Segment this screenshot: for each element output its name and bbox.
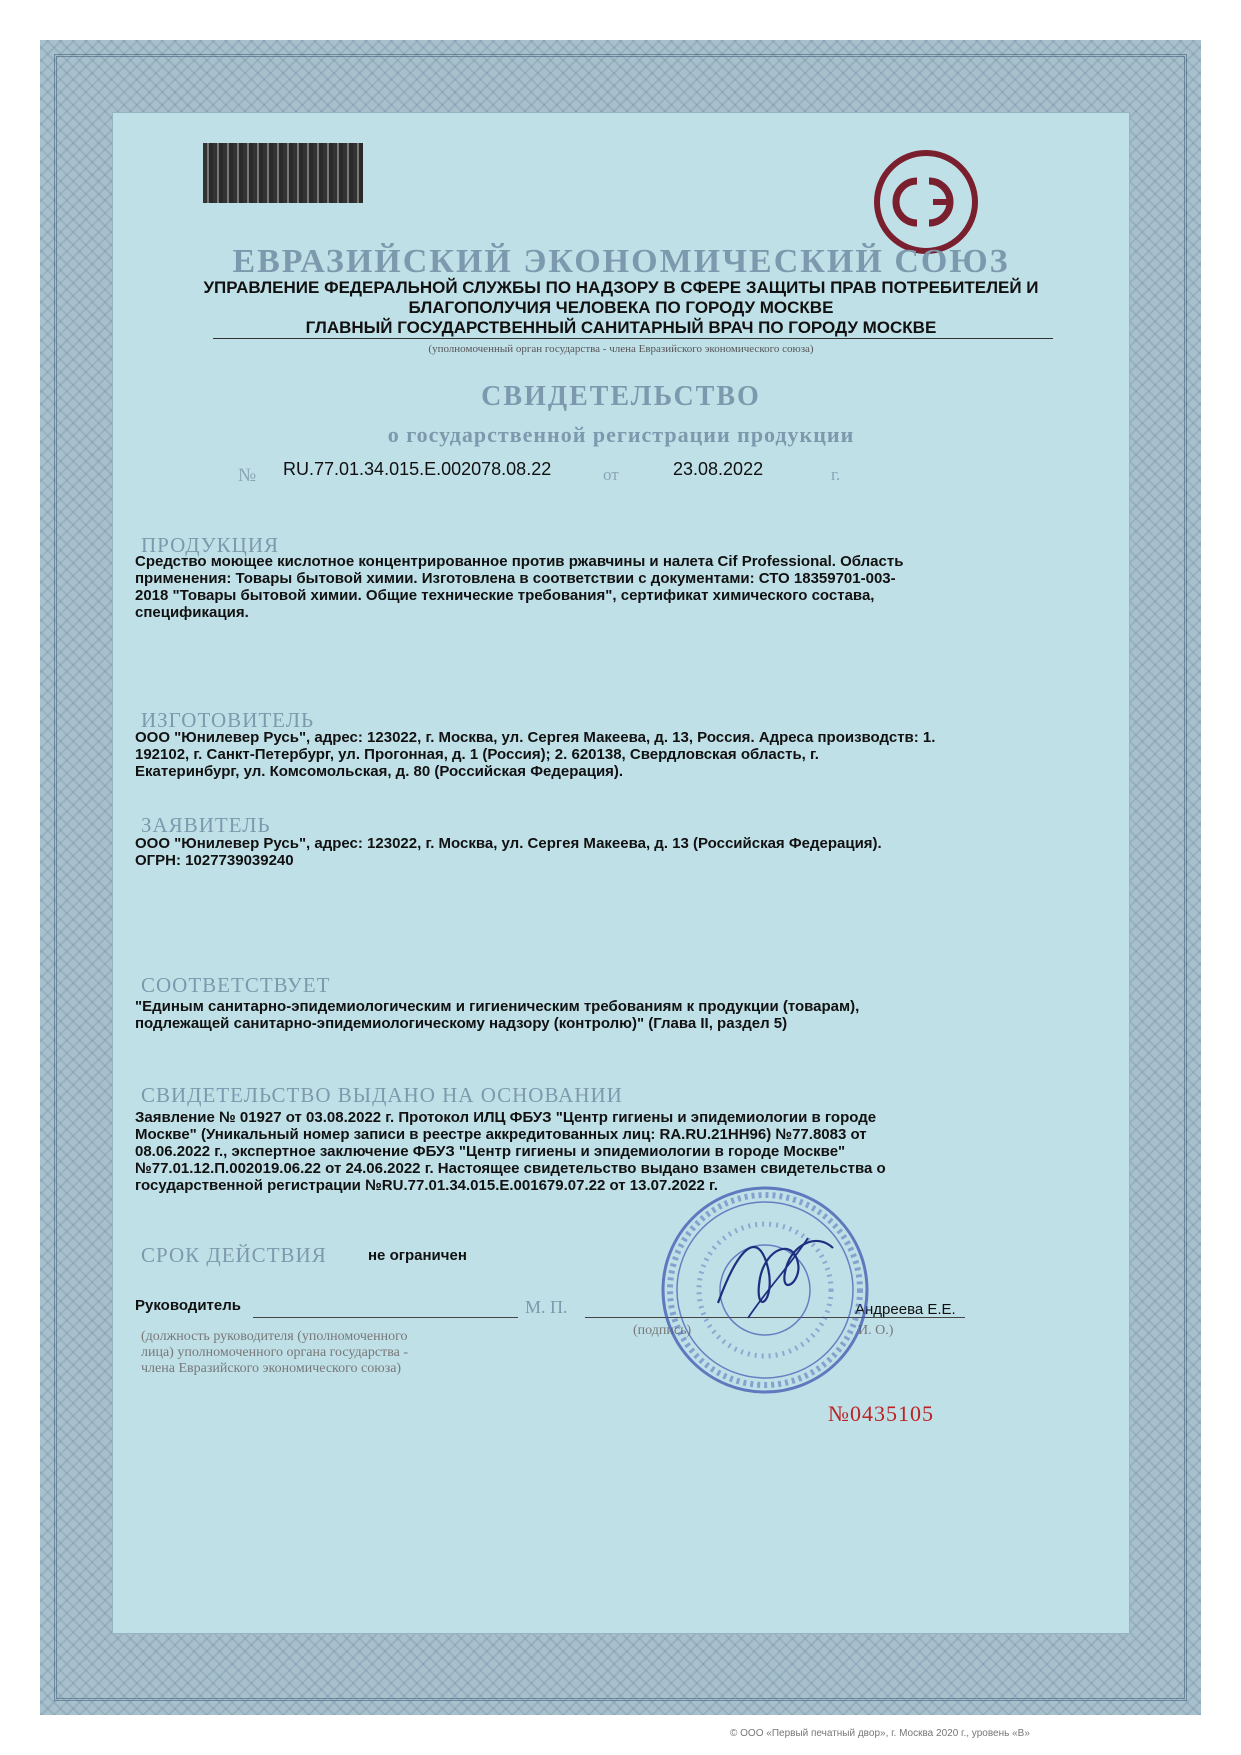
applicant-text — [135, 835, 995, 869]
signature-hint: (подпись) — [633, 1323, 692, 1338]
complies-heading: СООТВЕТСТВУЕТ — [141, 973, 331, 997]
manufacturer-line: 192102, г. Санкт-Петербург, ул. Прогонная, д. 1 (Россия); 2. 620138, Свердловская область, г. — [135, 746, 819, 763]
manufacturer-text — [135, 729, 995, 780]
signature-icon — [698, 1208, 848, 1338]
manufacturer-line: ООО "Юнилевер Русь", адрес: 123022, г. Москва, ул. Сергея Макеева, д. 13, Россия. Адреса производств: 1. — [135, 729, 936, 746]
authority-line: ГЛАВНЫЙ ГОСУДАРСТВЕННЫЙ САНИТАРНЫЙ ВРАЧ ПО ГОРОДУ МОСКВЕ — [305, 318, 937, 337]
number-sign: № — [238, 465, 257, 486]
applicant-line: ООО "Юнилевер Русь", адрес: 123022, г. Москва, ул. Сергея Макеева, д. 13 (Российская Федерация). — [135, 835, 882, 852]
printer-footer: © ООО «Первый печатный двор», г. Москва 2020 г., уровень «В» — [730, 1728, 1030, 1739]
validity-heading: СРОК ДЕЙСТВИЯ — [141, 1243, 327, 1267]
product-text — [135, 553, 995, 621]
mp-label: М. П. — [525, 1297, 568, 1317]
complies-line: подлежащей санитарно-эпидемиологическому надзору (контролю)" (Глава II, раздел 5) — [135, 1015, 788, 1032]
basis-line: Москве" (Уникальный номер записи в реестре аккредитованных лиц: RA.RU.21НН96) №77.8083 от — [135, 1126, 867, 1143]
product-heading: ПРОДУКЦИЯ — [141, 533, 280, 557]
complies-line: "Единым санитарно-эпидемиологическим и гигиеническим требованиям к продукции (товарам), — [135, 998, 860, 1015]
date-from-label: от — [603, 465, 619, 484]
product-line: 2018 "Товары бытовой химии. Общие технические требования", сертификат химического состава, — [135, 587, 875, 604]
hologram-sticker — [203, 143, 363, 203]
position-note-line: (должность руководителя (уполномоченного — [141, 1329, 408, 1344]
position-note-line: лица) уполномоченного органа государства - — [141, 1345, 409, 1360]
product-line: Средство моющее кислотное концентрированное против ржавчины и налета Cif Professional. Область — [135, 553, 904, 570]
year-suffix: г. — [831, 465, 841, 484]
basis-line: №77.01.12.П.002019.06.22 от 24.06.2022 г. Настоящее свидетельство выдано взамен свидетельства о — [135, 1160, 886, 1177]
complies-text — [135, 998, 995, 1032]
position-line — [253, 1317, 518, 1318]
manufacturer-line: Екатеринбург, ул. Комсомольская, д. 80 (Российская Федерация). — [135, 763, 624, 780]
certificate-title: СВИДЕТЕЛЬСТВО — [481, 381, 761, 412]
name-hint: И. О.) — [858, 1323, 894, 1338]
signer-name: Андреева Е.Е. — [855, 1301, 956, 1318]
basis-text — [135, 1109, 995, 1194]
head-label: Руководитель — [135, 1297, 241, 1314]
product-line: спецификация. — [135, 604, 249, 621]
applicant-line: ОГРН: 1027739039240 — [135, 852, 294, 869]
union-title: ЕВРАЗИЙСКИЙ ЭКОНОМИЧЕСКИЙ СОЮЗ — [232, 243, 1010, 280]
registration-date: 23.08.2022 — [673, 459, 764, 479]
validity-value: не ограничен — [368, 1247, 467, 1264]
manufacturer-heading: ИЗГОТОВИТЕЛЬ — [141, 708, 315, 732]
applicant-heading: ЗАЯВИТЕЛЬ — [141, 813, 271, 837]
authority-block — [113, 278, 1129, 338]
serial-number: №0435105 — [828, 1401, 934, 1426]
basis-line: Заявление № 01927 от 03.08.2022 г. Протокол ИЛЦ ФБУЗ "Центр гигиены и эпидемиологии в городе — [135, 1109, 877, 1126]
certificate-subtitle: о государственной регистрации продукции — [387, 422, 855, 447]
basis-line: 08.06.2022 г., экспертное заключение ФБУЗ "Центр гигиены и эпидемиологии в городе Москве" — [135, 1143, 846, 1160]
authority-underline — [213, 338, 1053, 339]
authority-line: УПРАВЛЕНИЕ ФЕДЕРАЛЬНОЙ СЛУЖБЫ ПО НАДЗОРУ В СФЕРЕ ЗАЩИТЫ ПРАВ ПОТРЕБИТЕЛЕЙ И — [203, 278, 1039, 297]
registration-number: RU.77.01.34.015.E.002078.08.22 — [283, 459, 552, 479]
position-note-line: члена Евразийского экономического союза) — [141, 1361, 402, 1376]
certificate-sheet — [112, 112, 1130, 1634]
position-note — [141, 1329, 541, 1377]
conformity-logo-icon — [873, 149, 979, 255]
authority-note: (уполномоченный орган государства - члена Евразийского экономического союза) — [428, 343, 814, 355]
product-line: применения: Товары бытовой химии. Изготовлена в соответствии с документами: СТО 18359701-003- — [135, 570, 896, 587]
basis-heading: СВИДЕТЕЛЬСТВО ВЫДАНО НА ОСНОВАНИИ — [141, 1083, 623, 1107]
basis-line: государственной регистрации №RU.77.01.34.015.Е.001679.07.22 от 13.07.2022 г. — [135, 1177, 718, 1194]
authority-line: БЛАГОПОЛУЧИЯ ЧЕЛОВЕКА ПО ГОРОДУ МОСКВЕ — [408, 298, 834, 317]
